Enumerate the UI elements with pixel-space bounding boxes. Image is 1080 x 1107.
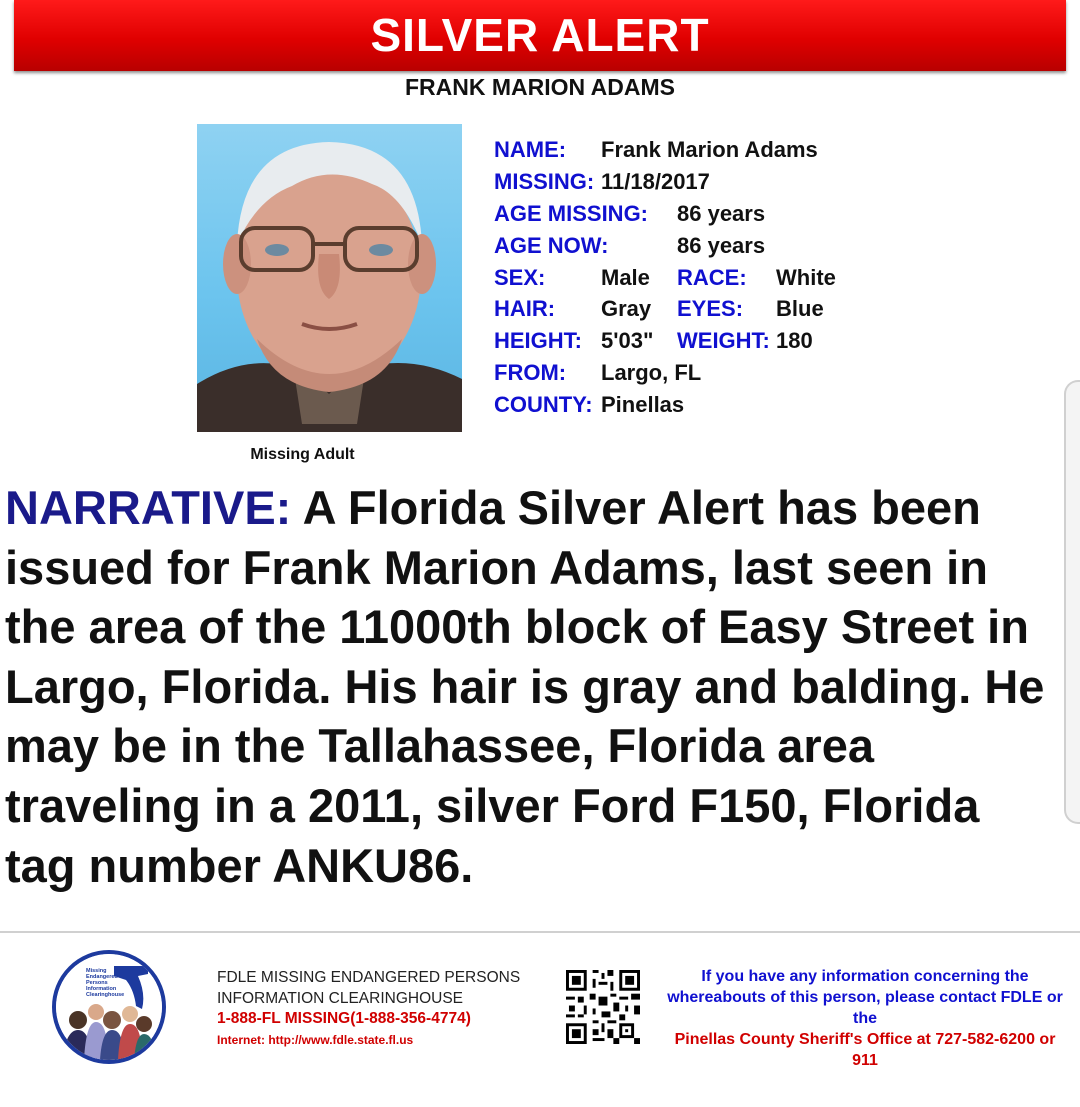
hair-label: HAIR: [494,296,556,322]
race-value: White [776,264,836,290]
county-value: Pinellas [601,392,685,418]
narrative-line: may be in the Tallahassee, Florida area [5,719,874,773]
photo-caption: Missing Adult [250,446,355,463]
from-value: Largo, FL [601,360,702,386]
missing-person-photo [197,124,462,432]
name-value: Frank Marion Adams [601,137,818,162]
narrative-line: the area of the 11000th block of Easy Street in [5,600,1029,654]
logo-text: Missing [86,968,107,974]
age-now-value: 86 years [677,232,766,258]
narrative-text: A Florida Silver Alert has been [291,481,981,534]
from-label: FROM: [494,360,567,386]
height-label: HEIGHT: [494,328,582,354]
race-label: RACE: [677,264,747,290]
org-name-line1: FDLE MISSING ENDANGERED PERSONS [217,969,521,986]
contact-line: the [853,1010,877,1027]
name-label: NAME: [494,137,567,162]
sex-label: SEX: [494,264,546,290]
contact-instructions [652,966,1078,1071]
scrollbar-handle[interactable] [1064,380,1080,824]
narrative [5,478,1080,895]
logo-text: Persons [86,980,108,986]
logo-text: Endangered [86,974,118,980]
sex-value: Male [601,264,650,290]
county-label: COUNTY: [494,392,593,418]
missing-label: MISSING: [494,168,595,194]
org-name-line2: INFORMATION CLEARINGHOUSE [217,989,464,1007]
narrative-label: NARRATIVE: [5,481,292,534]
clearinghouse-logo [52,950,166,1064]
hotline-phone: 1-888-FL MISSING(1-888-356-4774) [217,1010,471,1027]
narrative-line: Largo, Florida. His hair is gray and balding. He [5,659,1045,713]
weight-label: WEIGHT: [677,328,770,354]
sheriff-contact-line: 911 [852,1052,878,1069]
age-missing-value: 86 years [677,200,766,226]
footer-divider [0,931,1080,933]
qr-code[interactable] [566,970,640,1044]
contact-line: If you have any information concerning the [701,968,1029,985]
missing-value: 11/18/2017 [601,168,710,194]
silver-alert-banner [14,0,1066,71]
hair-value: Gray [601,296,652,322]
clearinghouse-info [217,968,520,1050]
contact-line: whereabouts of this person, please contact FDLE or [667,989,1063,1006]
subject-name: FRANK MARION ADAMS [404,74,675,100]
weight-value: 180 [776,328,813,354]
narrative-line: tag number ANKU86. [5,838,474,892]
logo-text: Information [86,986,117,992]
age-missing-label: AGE MISSING: [494,200,649,226]
narrative-line: issued for Frank Marion Adams, last seen in [5,540,988,594]
website-link[interactable]: Internet: http://www.fdle.state.fl.us [217,1032,414,1047]
eyes-value: Blue [776,296,824,322]
sheriff-contact-line: Pinellas County Sheriff's Office at 727-582-6200 or [674,1031,1056,1048]
logo-text: Clearinghouse [86,992,125,998]
narrative-line: traveling in a 2011, silver Ford F150, Florida [5,778,980,832]
age-now-label: AGE NOW: [494,232,609,258]
narrative-line [5,478,1080,538]
alert-title: SILVER ALERT [370,9,710,61]
eyes-label: EYES: [677,296,744,322]
height-value: 5'03" [601,328,654,354]
